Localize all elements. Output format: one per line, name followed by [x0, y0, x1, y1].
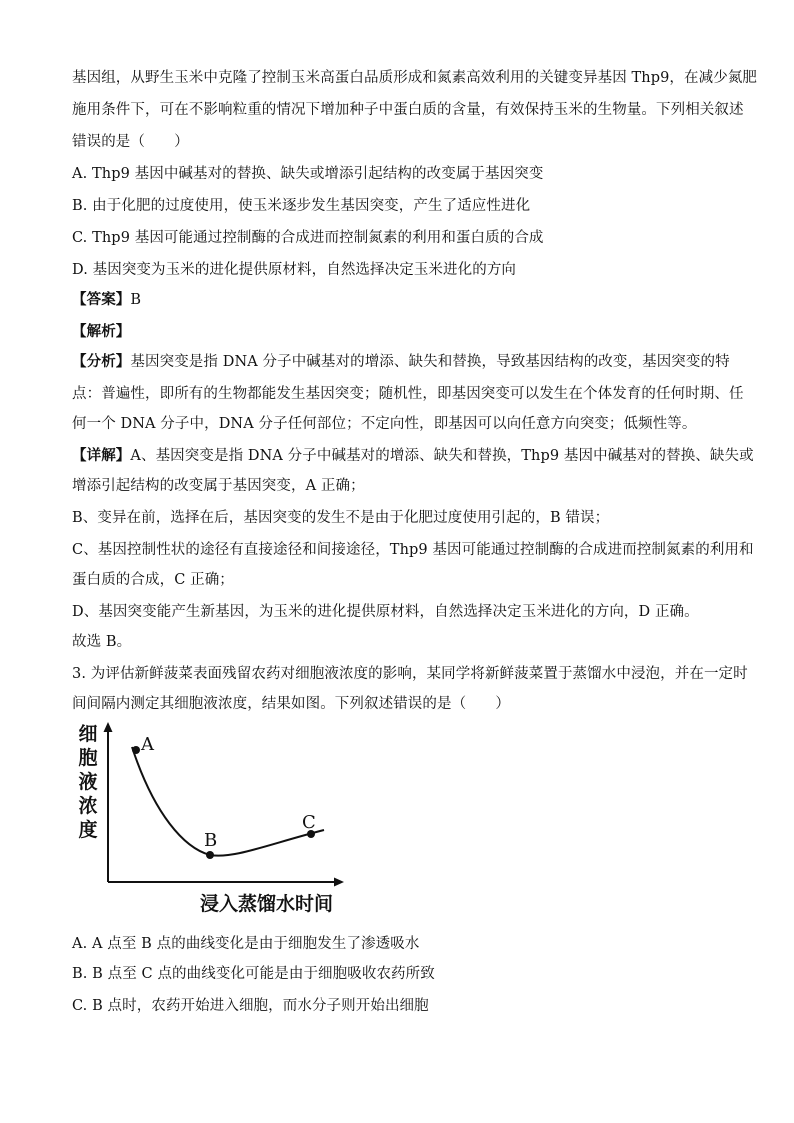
detail-line: 蛋白质的合成，C 正确；	[72, 572, 234, 588]
cell-sap-concentration-figure	[74, 718, 354, 918]
detail-line: 增添引起结构的改变属于基因突变，A 正确；	[72, 478, 365, 494]
option-c: C. Thp9 基因可能通过控制酶的合成进而控制氮素的利用和蛋白质的合成	[72, 230, 544, 246]
y-axis-label-char: 度	[78, 819, 98, 841]
detail-line: 故选 B。	[72, 634, 132, 650]
option-a: A. Thp9 基因中碱基对的替换、缺失或增添引起结构的改变属于基因突变	[72, 166, 544, 182]
q3-option-c: C. B 点时，农药开始进入细胞，而水分子则开始出细胞	[72, 998, 429, 1014]
answer-line	[72, 288, 141, 309]
detail-line: 【详解】A、基因突变是指 DNA 分子中碱基对的增添、缺失和替换，Thp9 基因中碱基对的替换、缺失或	[72, 447, 754, 464]
analysis-line: 【分析】基因突变是指 DNA 分子中碱基对的增添、缺失和替换，导致基因结构的改变，基因突变的特	[72, 353, 730, 370]
y-axis-label-char: 细	[78, 723, 98, 745]
point-b-label: B	[204, 830, 218, 851]
point-c-label: C	[302, 812, 316, 833]
y-axis-label-char: 液	[78, 771, 98, 793]
option-d: D. 基因突变为玉米的进化提供原材料，自然选择决定玉米进化的方向	[72, 262, 517, 278]
question3-text-line: 间间隔内测定其细胞液浓度，结果如图。下列叙述错误的是（ ）	[72, 696, 510, 712]
y-axis-arrow	[104, 722, 113, 732]
analysis-label: 【解析】	[72, 323, 131, 340]
point-b	[206, 851, 214, 859]
answer-label: 【答案】	[72, 291, 131, 308]
answer-value: B	[130, 292, 142, 308]
q3-option-a: A. A 点至 B 点的曲线变化是由于细胞发生了渗透吸水	[72, 936, 420, 952]
point-a	[132, 746, 140, 754]
detail-line: B、变异在前，选择在后，基因突变的发生不是由于化肥过度使用引起的，B 错误；	[72, 510, 610, 526]
option-b: B. 由于化肥的过度使用，使玉米逐步发生基因突变，产生了适应性进化	[72, 198, 531, 214]
detail-line: D、基因突变能产生新基因，为玉米的进化提供原材料，自然选择决定玉米进化的方向，D 正确。	[72, 604, 699, 620]
x-axis-label: 浸入蒸馏水时间	[200, 893, 334, 915]
question-text-line: 施用条件下，可在不影响粒重的情况下增加种子中蛋白质的含量，有效保持玉米的生物量。下列相关叙述	[72, 102, 744, 118]
point-a-label: A	[141, 734, 154, 755]
y-axis-label-char: 浓	[78, 795, 98, 817]
xiangjie-label: 【详解】	[72, 447, 131, 464]
x-axis-arrow	[334, 878, 344, 887]
question-text-line: 基因组，从野生玉米中克隆了控制玉米高蛋白品质形成和氮素高效利用的关键变异基因 Thp9，在减少氮肥	[72, 70, 758, 86]
analysis-line: 何一个 DNA 分子中，DNA 分子任何部位；不定向性，即基因可以向任意方向突变；低频性等。	[72, 416, 697, 432]
detail-line: C、基因控制性状的途径有直接途径和间接途径，Thp9 基因可能通过控制酶的合成进而控制氮素的利用和	[72, 542, 754, 558]
q3-option-b: B. B 点至 C 点的曲线变化可能是由于细胞吸收农药所致	[72, 966, 435, 982]
question3-text-line: 3. 为评估新鲜菠菜表面残留农药对细胞液浓度的影响，某同学将新鲜菠菜置于蒸馏水中浸泡，并在一定时	[72, 666, 748, 682]
concentration-curve	[132, 747, 324, 856]
y-axis-label-char: 胞	[78, 747, 98, 769]
analysis-line: 点：普遍性，即所有的生物都能发生基因突变；随机性，即基因突变可以发生在个体发育的任何时期、任	[72, 386, 744, 402]
fenxi-label: 【分析】	[72, 353, 131, 370]
question-text-line: 错误的是（ ）	[72, 134, 189, 150]
